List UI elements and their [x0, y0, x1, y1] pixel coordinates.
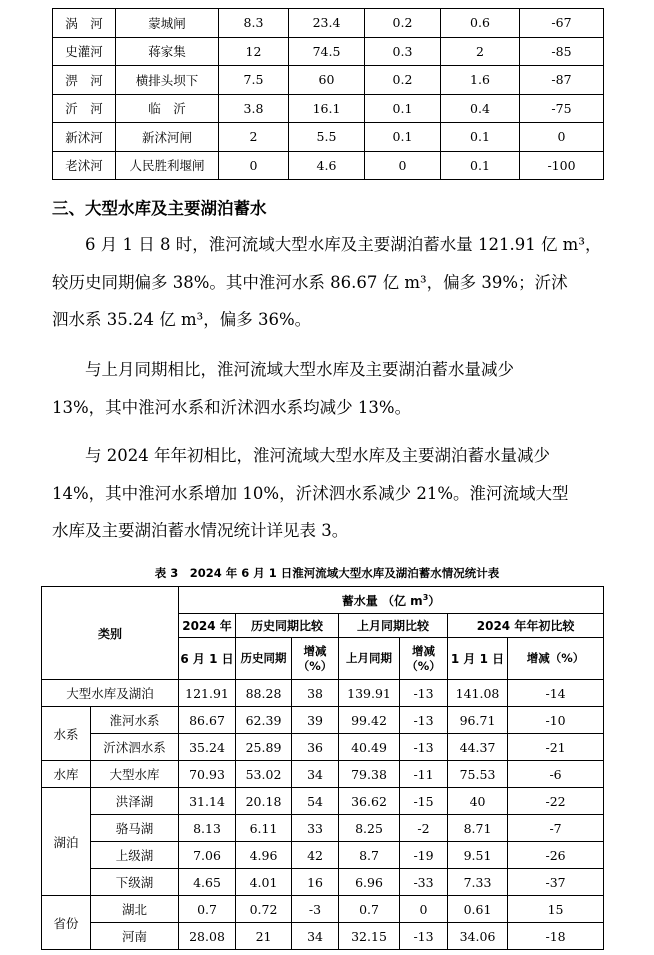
value-cell: 42 [292, 842, 339, 869]
value-cell: 5.5 [289, 123, 365, 152]
paragraph-year-start-comparison [52, 437, 604, 550]
value-cell: 15 [508, 896, 604, 923]
value-cell: 0 [365, 151, 441, 180]
item-name-cell: 淮河水系 [91, 707, 179, 734]
value-cell: 40.49 [339, 734, 400, 761]
value-cell: -19 [400, 842, 448, 869]
value-cell: 9.51 [448, 842, 508, 869]
river-name-cell: 史灌河 [53, 37, 116, 66]
paragraph-line: 泗水系 35.24 亿 m³，偏多 36%。 [52, 310, 312, 329]
value-cell: 31.14 [179, 788, 236, 815]
value-cell: 75.53 [448, 761, 508, 788]
header-change-pct: 增减（%） [292, 638, 339, 680]
value-cell: 25.89 [236, 734, 292, 761]
value-cell: 0.7 [179, 896, 236, 923]
header-jan1: 1 月 1 日 [448, 638, 508, 680]
value-cell: -21 [508, 734, 604, 761]
value-cell: -13 [400, 680, 448, 707]
item-name-cell: 大型水库 [91, 761, 179, 788]
value-cell: -7 [508, 815, 604, 842]
value-cell: 33 [292, 815, 339, 842]
item-name-cell: 湖北 [91, 896, 179, 923]
value-cell: 44.37 [448, 734, 508, 761]
value-cell: 39 [292, 707, 339, 734]
value-cell: 28.08 [179, 923, 236, 950]
value-cell: 0.4 [441, 94, 520, 123]
value-cell: -100 [520, 151, 604, 180]
value-cell: 99.42 [339, 707, 400, 734]
station-name-cell: 新沭河闸 [116, 123, 219, 152]
paragraph-storage-summary [52, 226, 604, 339]
value-cell: 54 [292, 788, 339, 815]
value-cell: 60 [289, 66, 365, 95]
value-cell: 53.02 [236, 761, 292, 788]
value-cell: 0.61 [448, 896, 508, 923]
table-row [42, 896, 604, 923]
value-cell: 96.71 [448, 707, 508, 734]
header-storage-label: 蓄水量 [341, 593, 378, 608]
value-cell: 0.1 [365, 94, 441, 123]
value-cell: 1.6 [441, 66, 520, 95]
value-cell: 2 [441, 37, 520, 66]
value-cell: -22 [508, 788, 604, 815]
value-cell: 6.11 [236, 815, 292, 842]
value-cell: 0.6 [441, 9, 520, 38]
value-cell: 0.72 [236, 896, 292, 923]
table-row [53, 66, 604, 95]
paragraph-line: 13%，其中淮河水系和沂沭泗水系均减少 13%。 [52, 397, 412, 417]
value-cell: -26 [508, 842, 604, 869]
table-caption: 表 3 2024 年 6 月 1 日淮河流域大型水库及湖泊蓄水情况统计表 [154, 566, 500, 580]
value-cell: 0.2 [365, 9, 441, 38]
section-heading: 三、大型水库及主要湖泊蓄水 [52, 199, 267, 218]
station-name-cell: 人民胜利堰闸 [116, 151, 219, 180]
paragraph-line: 水库及主要湖泊蓄水情况统计详见表 3。 [52, 521, 349, 540]
value-cell: 79.38 [339, 761, 400, 788]
value-cell: 6.96 [339, 869, 400, 896]
header-last-month: 上月同期 [339, 638, 400, 680]
value-cell: 62.39 [236, 707, 292, 734]
value-cell: 3.8 [219, 94, 289, 123]
header-june1: 6 月 1 日 [179, 638, 236, 680]
item-name-cell: 上级湖 [91, 842, 179, 869]
header-hist-compare: 历史同期比较 [236, 614, 339, 638]
table-row [42, 815, 604, 842]
value-cell: -13 [400, 734, 448, 761]
value-cell: 8.71 [448, 815, 508, 842]
river-name-cell: 沂 河 [53, 94, 116, 123]
header-year-start-compare: 2024 年年初比较 [448, 614, 604, 638]
value-cell: -37 [508, 869, 604, 896]
total-row-label: 大型水库及湖泊 [42, 680, 179, 707]
paragraph-last-month-comparison [52, 351, 604, 426]
header-last-month-compare: 上月同期比较 [339, 614, 448, 638]
group-label-cell: 水库 [42, 761, 91, 788]
value-cell: -87 [520, 66, 604, 95]
value-cell: -13 [400, 923, 448, 950]
paragraph-line: 与上月同期相比，淮河流域大型水库及主要湖泊蓄水量减少 [85, 360, 514, 379]
value-cell: 7.5 [219, 66, 289, 95]
value-cell: -67 [520, 9, 604, 38]
group-label-cell: 水系 [42, 707, 91, 761]
header-storage-unit: （亿 $m^3$） [382, 592, 441, 608]
value-cell: 0 [400, 896, 448, 923]
value-cell: -85 [520, 37, 604, 66]
river-flow-table-body [53, 9, 604, 180]
river-name-cell: 新沭河 [53, 123, 116, 152]
value-cell: 8.7 [339, 842, 400, 869]
storage-statistics-body [42, 680, 604, 950]
value-cell: 7.06 [179, 842, 236, 869]
table-row [53, 151, 604, 180]
value-cell: 74.5 [289, 37, 365, 66]
value-cell: 12 [219, 37, 289, 66]
value-cell: -3 [292, 896, 339, 923]
item-name-cell: 河南 [91, 923, 179, 950]
value-cell: 0 [520, 123, 604, 152]
value-cell: 23.4 [289, 9, 365, 38]
value-cell: 8.3 [219, 9, 289, 38]
value-cell: 38 [292, 680, 339, 707]
value-cell: 139.91 [339, 680, 400, 707]
value-cell: -11 [400, 761, 448, 788]
value-cell: 4.01 [236, 869, 292, 896]
value-cell: 40 [448, 788, 508, 815]
value-cell: 8.25 [339, 815, 400, 842]
value-cell: 88.28 [236, 680, 292, 707]
item-name-cell: 下级湖 [91, 869, 179, 896]
value-cell: 0 [219, 151, 289, 180]
value-cell: 16.1 [289, 94, 365, 123]
value-cell: 0.1 [365, 123, 441, 152]
station-name-cell: 横排头坝下 [116, 66, 219, 95]
value-cell: -75 [520, 94, 604, 123]
group-label-cell: 湖泊 [42, 788, 91, 896]
header-category: 类别 [42, 587, 179, 680]
station-name-cell: 蒙城闸 [116, 9, 219, 38]
paragraph-line: 较历史同期偏多 38%。其中淮河水系 86.67 亿 m³，偏多 39%；沂沭 [52, 272, 568, 292]
header-storage [179, 587, 604, 614]
header-change-pct: 增减（%） [508, 638, 604, 680]
item-name-cell: 骆马湖 [91, 815, 179, 842]
value-cell: 141.08 [448, 680, 508, 707]
group-label-cell: 省份 [42, 896, 91, 950]
table-row-total [42, 680, 604, 707]
paragraph-line: 14%，其中淮河水系增加 10%，沂沭泗水系减少 21%。淮河流域大型 [52, 483, 569, 503]
value-cell: 20.18 [236, 788, 292, 815]
value-cell: 70.93 [179, 761, 236, 788]
value-cell: 34.06 [448, 923, 508, 950]
river-name-cell: 涡 河 [53, 9, 116, 38]
table-row [42, 707, 604, 734]
table-row [53, 37, 604, 66]
value-cell: -10 [508, 707, 604, 734]
value-cell: -18 [508, 923, 604, 950]
value-cell: -6 [508, 761, 604, 788]
value-cell: 36 [292, 734, 339, 761]
value-cell: 4.6 [289, 151, 365, 180]
table-row [53, 123, 604, 152]
header-2024: 2024 年 [179, 614, 236, 638]
value-cell: -13 [400, 707, 448, 734]
table-row [53, 94, 604, 123]
value-cell: 34 [292, 923, 339, 950]
value-cell: 4.65 [179, 869, 236, 896]
value-cell: 4.96 [236, 842, 292, 869]
paragraph-line: 与 2024 年年初相比，淮河流域大型水库及主要湖泊蓄水量减少 [85, 446, 550, 465]
river-name-cell: 老沭河 [53, 151, 116, 180]
value-cell: 0.1 [441, 151, 520, 180]
value-cell: 36.62 [339, 788, 400, 815]
value-cell: -2 [400, 815, 448, 842]
paragraph-line: 6 月 1 日 8 时，淮河流域大型水库及主要湖泊蓄水量 121.91 亿 m³， [85, 235, 602, 254]
value-cell: 16 [292, 869, 339, 896]
table-row [53, 9, 604, 38]
river-flow-table [52, 8, 604, 180]
value-cell: 0.1 [441, 123, 520, 152]
header-change-pct: 增减（%） [400, 638, 448, 680]
value-cell: 8.13 [179, 815, 236, 842]
value-cell: 34 [292, 761, 339, 788]
table-row [42, 923, 604, 950]
item-name-cell: 沂沭泗水系 [91, 734, 179, 761]
value-cell: 121.91 [179, 680, 236, 707]
table-row [42, 734, 604, 761]
table-row [42, 761, 604, 788]
value-cell: 86.67 [179, 707, 236, 734]
table-row [42, 842, 604, 869]
value-cell: -33 [400, 869, 448, 896]
station-name-cell: 临 沂 [116, 94, 219, 123]
value-cell: 32.15 [339, 923, 400, 950]
station-name-cell: 蒋家集 [116, 37, 219, 66]
value-cell: 0.7 [339, 896, 400, 923]
item-name-cell: 洪泽湖 [91, 788, 179, 815]
table-row [42, 788, 604, 815]
river-name-cell: 淠 河 [53, 66, 116, 95]
storage-statistics-table [41, 586, 604, 950]
value-cell: 0.3 [365, 37, 441, 66]
table-row [42, 869, 604, 896]
value-cell: 2 [219, 123, 289, 152]
value-cell: 21 [236, 923, 292, 950]
value-cell: 0.2 [365, 66, 441, 95]
value-cell: -15 [400, 788, 448, 815]
header-hist-period: 历史同期 [236, 638, 292, 680]
value-cell: 7.33 [448, 869, 508, 896]
value-cell: 35.24 [179, 734, 236, 761]
value-cell: -14 [508, 680, 604, 707]
